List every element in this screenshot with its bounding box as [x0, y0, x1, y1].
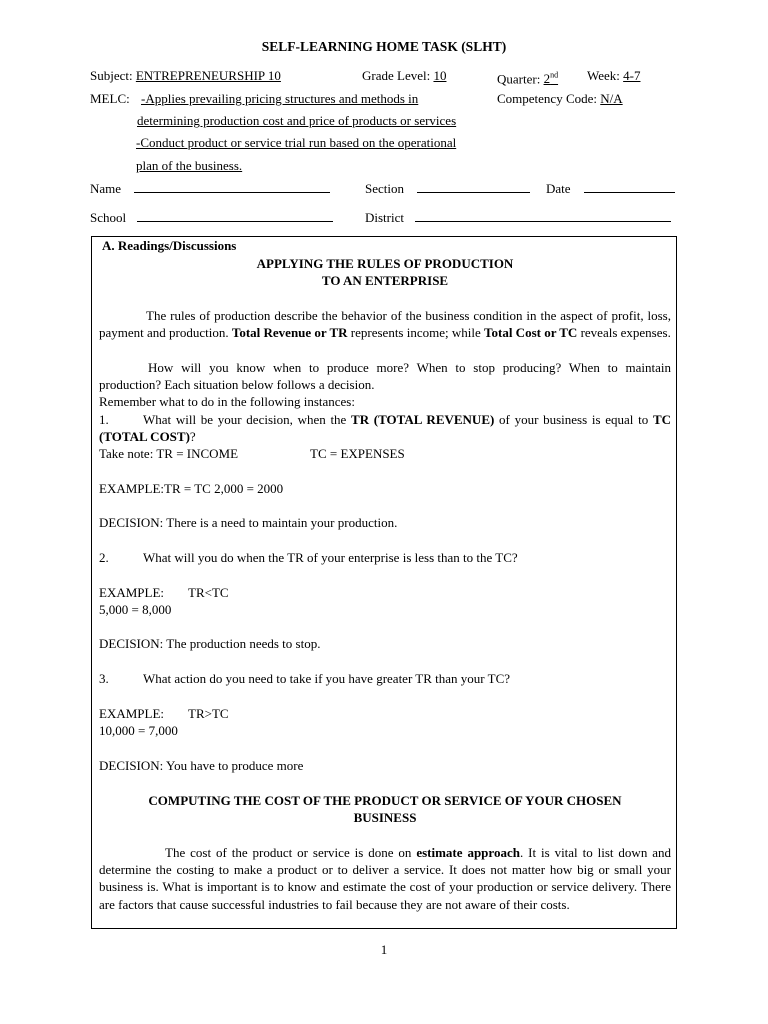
example-2-values: 5,000 = 8,000	[99, 602, 172, 617]
question-2-number: 2.	[99, 550, 109, 565]
example-2-label: EXAMPLE:	[99, 585, 164, 600]
school-field[interactable]	[90, 209, 333, 226]
grade-label: Grade Level:	[362, 68, 431, 83]
quarter-value: 2nd	[543, 71, 559, 87]
section-a-label: A. Readings/Discussions	[102, 238, 237, 253]
question-1-number: 1.	[99, 412, 109, 427]
competency-label: Competency Code:	[497, 91, 598, 106]
grade-level	[362, 67, 446, 84]
melc-line-3: -Conduct product or service trial run based on the operational	[136, 135, 457, 150]
grade-value: 10	[433, 68, 447, 83]
date-label: Date	[546, 181, 571, 196]
competency-value: N/A	[600, 91, 623, 106]
take-note-expenses: TC = EXPENSES	[310, 446, 405, 461]
example-2-relation: TR<TC	[188, 585, 229, 600]
name-label: Name	[90, 181, 122, 196]
question-3-text: What action do you need to take if you have greater TR than your TC?	[143, 671, 511, 686]
subject-line	[90, 67, 281, 84]
subject-value: ENTREPRENEURSHIP 10	[135, 68, 281, 83]
decision-2: DECISION: The production needs to stop.	[99, 636, 321, 651]
page-number: 1	[380, 942, 388, 957]
district-blank[interactable]	[415, 209, 671, 222]
example-3-values: 10,000 = 7,000	[99, 723, 178, 738]
name-field[interactable]	[90, 180, 330, 197]
heading-rules-line-2: TO AN ENTERPRISE	[321, 273, 449, 288]
quarter-label: Quarter:	[497, 71, 541, 87]
section-label: Section	[365, 181, 404, 196]
name-blank[interactable]	[134, 180, 330, 193]
readings-box	[91, 236, 677, 929]
section-blank[interactable]	[417, 180, 530, 193]
district-label: District	[365, 210, 404, 225]
question-2-text: What will you do when the TR of your enterprise is less than to the TC?	[143, 550, 518, 565]
district-field[interactable]	[365, 209, 671, 226]
decision-3: DECISION: You have to produce more	[99, 758, 304, 773]
paragraph-questions: How will you know when to produce more? When to stop producing? When to maintain production? Each situation below follows a decision.	[99, 360, 671, 393]
melc-line-4: plan of the business.	[136, 158, 243, 173]
melc-label: MELC:	[90, 91, 130, 106]
subject-label: Subject:	[90, 68, 133, 83]
school-blank[interactable]	[137, 209, 333, 222]
paragraph-remember: Remember what to do in the following instances:	[99, 394, 355, 409]
quarter	[497, 67, 558, 87]
date-field[interactable]	[546, 180, 675, 197]
melc-line-1: -Applies prevailing pricing structures and methods in	[141, 91, 419, 106]
section-field[interactable]	[365, 180, 530, 197]
heading-cost-line-2: BUSINESS	[353, 810, 417, 825]
example-3-relation: TR>TC	[188, 706, 229, 721]
example-1: EXAMPLE:TR = TC 2,000 = 2000	[99, 481, 284, 496]
week	[587, 67, 640, 84]
competency-code	[497, 90, 623, 107]
heading-rules-line-1: APPLYING THE RULES OF PRODUCTION	[256, 256, 514, 271]
take-note-income: Take note: TR = INCOME	[99, 446, 239, 461]
heading-cost-line-1: COMPUTING THE COST OF THE PRODUCT OR SERVICE OF YOUR CHOSEN	[148, 793, 622, 808]
document-title: SELF-LEARNING HOME TASK (SLHT)	[261, 39, 507, 54]
date-blank[interactable]	[584, 180, 675, 193]
paragraph-cost: The cost of the product or service is done on estimate approach. It is vital to list down and determine the costing to make a product or to deliver a service. It does not matter how big or small your business is. What is important is to know and estimate the cost of your production or service delivery. There are factors that cause successful industries to fail because they are not aware of their costs.	[99, 845, 672, 912]
melc-line-2: determining production cost and price of products or services	[137, 113, 457, 128]
paragraph-rules-intro: The rules of production describe the behavior of the business condition in the aspect of profit, loss, payment and production. Total Revenue or TR represents income; while Total Cost or TC reveals expenses.	[99, 308, 671, 341]
example-3-label: EXAMPLE:	[99, 706, 164, 721]
school-label: School	[90, 210, 127, 225]
decision-1: DECISION: There is a need to maintain your production.	[99, 515, 398, 530]
week-value: 4-7	[623, 68, 641, 83]
question-1-text: What will be your decision, when the TR (TOTAL REVENUE) of your business is equal to TC (TOTAL COST)?	[99, 412, 671, 445]
week-label: Week:	[587, 68, 620, 83]
question-3-number: 3.	[99, 671, 109, 686]
